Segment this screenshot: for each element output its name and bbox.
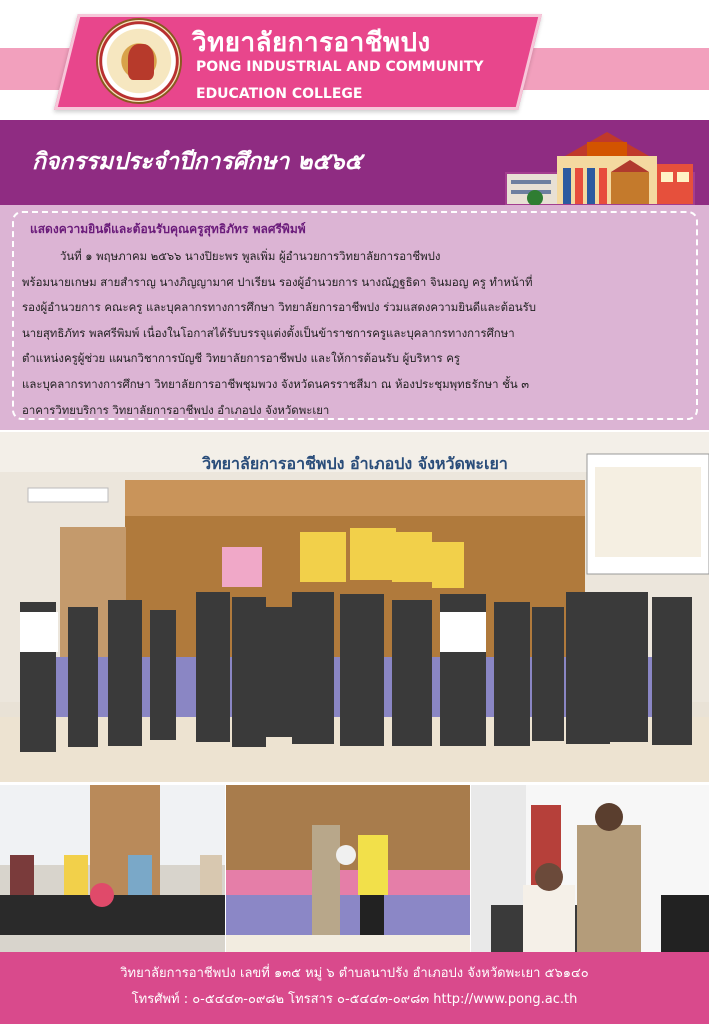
article-line: นายสุทธิภัทร พลศรีพิมพ์ เนื่องในโอกาสได้รับบรรจุแต่งตั้งเป็นข้าราชการครูและบุคลากรทางการศึกษา [22,325,515,340]
article-line: ตำแหน่งครูผู้ช่วย แผนกวิชาการบัญชี วิทยาลัยการอาชีพปง และให้การต้อนรับ ผู้บริหาร ครู [22,351,460,366]
page-title: กิจกรรมประจำปีการศึกษา ๒๕๖๕ [32,148,362,175]
college-name-english-line1: PONG INDUSTRIAL AND COMMUNITY [196,59,484,75]
group-photo [0,432,709,782]
welcome-photo [226,785,470,952]
college-building-icon [505,128,695,206]
article-line: วันที่ ๑ พฤษภาคม ๒๕๖๖ นางปิยะพร พูลเพิ่ม ผู้อำนวยการวิทยาลัยการอาชีพปง [60,249,441,263]
article-body [22,244,690,423]
footer-contact: โทรศัพท์ : ๐-๕๔๔๓-๐๙๘๒ โทรสาร ๐-๕๔๔๓-๐๙๘๓ http://www.pong.ac.th [131,992,578,1007]
college-name-english-line2: EDUCATION COLLEGE [196,86,363,102]
footer-address: วิทยาลัยการอาชีพปง เลขที่ ๑๓๕ หมู่ ๖ ตำบลนาปรัง อำเภอปง จังหวัดพะเยา ๕๖๑๔๐ [120,966,589,981]
article-headline: แสดงความยินดีและต้อนรับคุณครูสุทธิภัทร พลศรีพิมพ์ [30,222,306,236]
article-line: พร้อมนายเกษม สายสำราญ นางภิญญามาศ ปาเรียน รองผู้อำนวยการ นางณัฏฐธิดา จินมอญ ครู ทำหน้าที่ [22,274,533,289]
article-line: รองผู้อำนวยการ คณะครู และบุคลากรทางการศึกษา วิทยาลัยการอาชีพปง ร่วมแสดงความยินดีและต้อนรับ [22,300,536,315]
college-seal-icon [96,18,182,104]
college-name-thai: วิทยาลัยการอาชีพปง [192,28,431,58]
article-line: และบุคลากรทางการศึกษา วิทยาลัยการอาชีพชุมพวง จังหวัดนครราชสีมา ณ ห้องประชุมพุทธรักษา ชั้น ๓ [22,376,530,391]
speaker-photo [471,785,709,952]
photo-sign: วิทยาลัยการอาชีพปง อำเภอปง จังหวัดพะเยา [202,454,508,473]
article-line: อาคารวิทยบริการ วิทยาลัยการอาชีพปง อำเภอปง จังหวัดพะเยา [22,402,330,417]
meeting-photo [0,785,225,952]
